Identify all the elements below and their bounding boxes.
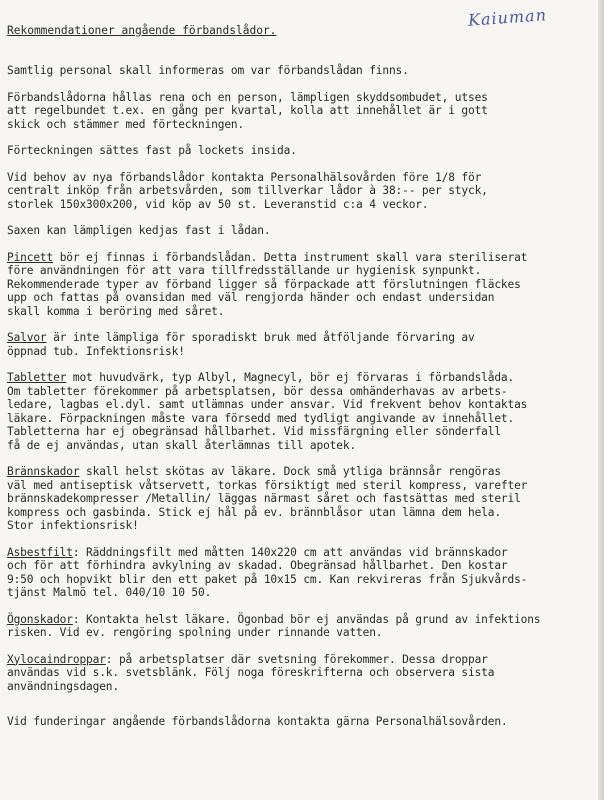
heading-salvor: Salvor (7, 331, 47, 344)
paragraph-brannskador: Brännskador skall helst skötas av läkare. Dock små ytliga brännsår rengöras väl med antiseptisk våtservett, torkas försiktigt med steril kompress, varefter brännskadekompresser /Metallin/ läggas närmast såret och fastsättas med steril kompress och gasbinda. Stick ej hål på ev. brännblåsor utan lämna dem hela. Stor infektionsrisk! (7, 465, 528, 532)
paragraph-info: Samtlig personal skall informeras om var förbandslådan finns. (7, 64, 409, 77)
heading-pincett: Pincett (7, 250, 54, 264)
handwritten-note: Kaiuman (467, 5, 548, 30)
paper-edge (598, 0, 604, 800)
paragraph-closing: Vid funderingar angående förbandslådorna kontakta gärna Personalhälsovården. (7, 715, 508, 728)
paragraph-maintenance: Förbandslådorna hållas rena och en person, lämpligen skyddsombudet, utses att regelbundet t.ex. en gång per kvartal, kolla att innehållet är i gott skick och stämmer med förteckningen. (7, 90, 488, 131)
heading-tabletter: Tabletter (7, 371, 67, 384)
paragraph-list: Förteckningen sättes fast på lockets insida. (7, 144, 297, 157)
document-title: Rekommendationer angående förbandslådor. (7, 24, 277, 37)
paragraph-xylocaindroppar: Xylocaindroppar: på arbetsplatser där svetsning förekommer. Dessa droppar användas vid s.k. svetsblänk. Följ noga föreskrifterna och observera sista användningsdagen. (7, 652, 495, 693)
heading-asbestfilt: Asbestfilt (7, 545, 73, 559)
heading-xylocaindroppar: Xylocaindroppar (7, 652, 106, 666)
paragraph-ogonskador: Ögonskador: Kontakta helst läkare. Ögonbad bör ej användas på grund av infektions risken. Vid ev. rengöring spolning under rinnande vatten. (7, 612, 541, 639)
heading-brannskador: Brännskador (7, 465, 80, 478)
paragraph-salvor: Salvor är inte lämpliga för sporadiskt bruk med åtföljande förvaring av öppnad tub. Infektionsrisk! (7, 331, 475, 358)
paragraph-purchase: Vid behov av nya förbandslådor kontakta Personalhälsovården före 1/8 för centralt inköp från arbetsvården, som tillverkar lådor à 38:-- per styck, storlek 150x300x200, vid köp av 50 st. Leveranstid c:a 4 veckor. (7, 170, 488, 211)
heading-ogonskador: Ögonskador (7, 612, 73, 626)
paragraph-tabletter: Tabletter mot huvudvärk, typ Albyl, Magnecyl, bör ej förvaras i förbandslåda. Om tabletter förekommer på arbetsplatsen, bör dessa omhänderhavas av arbets- ledare, lagbas el.dyl. samt utlämnas under ansvar. Vid frekvent behov kontaktas läkare. Förpackningen måste vara försedd med tydligt angivande av innehållet. Tabletterna har ej obegränsad hållbarhet. Vid missfärgning eller sönderfall få de ej användas, utan skall återlämnas till apotek. (7, 371, 528, 452)
paragraph-pincett: Pincett bör ej finnas i förbandslådan. Detta instrument skall vara steriliserat före användningen för att vara tillfredsställande ur hygienisk synpunkt. Rekommenderade typer av förband ligger så förpackade att förslutningen fläckes upp och fattas på ovansidan med väl rengjorda händer och endast undersidan skall komma i beröring med såret. (7, 250, 528, 318)
paragraph-asbestfilt: Asbestfilt: Räddningsfilt med måtten 140x220 cm att användas vid brännskador och för att förhindra avkylning av skadad. Obegränsad hållbarhet. Den kostar 9:50 och hopvikt blir den ett paket på 10x15 cm. Kan rekvireras från Sjukvårds- tjänst Malmö tel. 040/10 10 50. (7, 545, 528, 599)
paragraph-scissors: Saxen kan lämpligen kedjas fast i lådan. (7, 224, 271, 237)
